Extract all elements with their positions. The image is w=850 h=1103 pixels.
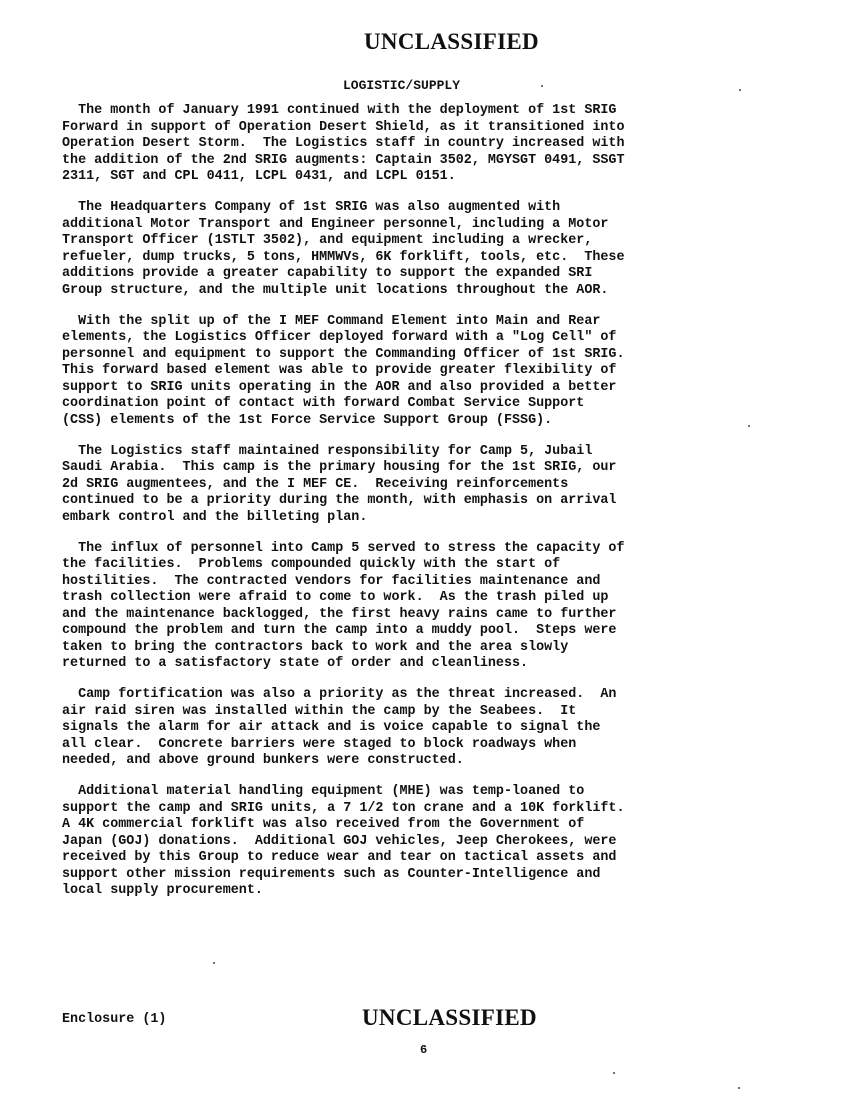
text-line: (CSS) elements of the 1st Force Service Support Group (FSSG).: [62, 412, 553, 428]
text-line: The Headquarters Company of 1st SRIG was also augmented with: [62, 200, 561, 215]
text-line: support to SRIG units operating in the AOR and also provided a better: [62, 379, 617, 395]
scan-speck: [739, 89, 741, 91]
text-line: 2311, SGT and CPL 0411, LCPL 0431, and LCPL 0151.: [62, 169, 456, 184]
paragraph-camp-5: [62, 444, 822, 527]
enclosure-label: Enclosure (1): [62, 1012, 167, 1027]
scan-speck: [213, 962, 215, 964]
text-line: taken to bring the contractors back to work and the area slowly: [62, 639, 569, 655]
paragraph-material-handling: [62, 784, 822, 900]
text-line: support other mission requirements such as Counter-Intelligence and: [62, 866, 601, 882]
text-line: trash collection were afraid to come to work. As the trash piled up: [62, 590, 609, 605]
text-line: continued to be a priority during the month, with emphasis on arrival: [62, 493, 617, 508]
text-line: personnel and equipment to support the Commanding Officer of 1st SRIG.: [62, 346, 625, 362]
text-line: local supply procurement.: [62, 883, 263, 898]
scan-speck: [613, 1072, 615, 1074]
text-line: compound the problem and turn the camp into a muddy pool. Steps were: [62, 623, 617, 638]
text-line: The month of January 1991 continued with the deployment of 1st SRIG: [62, 103, 617, 118]
text-line: the addition of the 2nd SRIG augments: Captain 3502, MGYSGT 0491, SSGT: [62, 152, 625, 168]
text-line: With the split up of the I MEF Command Element into Main and Rear: [62, 313, 601, 329]
paragraph-facilities-stress: [62, 541, 822, 673]
text-line: 2d SRIG augmentees, and the I MEF CE. Receiving reinforcements: [62, 476, 569, 492]
text-line: elements, the Logistics Officer deployed forward with a "Log Cell" of: [62, 330, 617, 345]
text-line: the facilities. Problems compounded quickly with the start of: [62, 557, 561, 572]
scan-speck: [748, 425, 750, 427]
text-line: The Logistics staff maintained responsibility for Camp 5, Jubail: [62, 443, 593, 459]
text-line: hostilities. The contracted vendors for facilities maintenance and: [62, 573, 601, 589]
text-line: Camp fortification was also a priority as the threat increased. An: [62, 687, 617, 702]
text-line: This forward based element was able to provide greater flexibility of: [62, 363, 617, 378]
text-line: returned to a satisfactory state of order and cleanliness.: [62, 656, 529, 671]
page-number: 6: [420, 1043, 428, 1057]
text-line: Forward in support of Operation Desert Shield, as it transitioned into: [62, 119, 625, 135]
text-line: Saudi Arabia. This camp is the primary housing for the 1st SRIG, our: [62, 460, 617, 475]
text-line: A 4K commercial forklift was also received from the Government of: [62, 817, 585, 832]
text-line: Group structure, and the multiple unit locations throughout the AOR.: [62, 282, 609, 298]
text-line: embark control and the billeting plan.: [62, 509, 368, 525]
text-line: refueler, dump trucks, 5 tons, HMMWVs, 6K forklift, tools, etc. These: [62, 249, 625, 265]
text-line: Transport Officer (1STLT 3502), and equipment including a wrecker,: [62, 233, 593, 248]
paragraph-headquarters-company: [62, 200, 822, 299]
text-line: Additional material handling equipment (MHE) was temp-loaned to: [62, 784, 585, 799]
text-line: needed, and above ground bunkers were constructed.: [62, 753, 464, 768]
text-line: support the camp and SRIG units, a 7 1/2 ton crane and a 10K forklift.: [62, 800, 625, 816]
text-line: coordination point of contact with forward Combat Service Support: [62, 396, 585, 411]
section-title: LOGISTIC/SUPPLY: [343, 78, 461, 93]
text-line: air raid siren was installed within the camp by the Seabees. It: [62, 703, 577, 719]
scan-speck: [541, 85, 543, 87]
text-line: all clear. Concrete barriers were staged to block roadways when: [62, 736, 577, 752]
top-classification-marking: UNCLASSIFIED: [364, 29, 539, 54]
paragraph-personnel-augments: [62, 103, 822, 186]
text-line: received by this Group to reduce wear and tear on tactical assets and: [62, 850, 617, 865]
paragraph-log-cell: [62, 314, 822, 430]
text-line: Japan (GOJ) donations. Additional GOJ vehicles, Jeep Cherokees, were: [62, 833, 617, 849]
text-line: signals the alarm for air attack and is voice capable to signal the: [62, 720, 601, 735]
text-line: The influx of personnel into Camp 5 served to stress the capacity of: [62, 540, 625, 556]
text-line: Operation Desert Storm. The Logistics staff in country increased with: [62, 136, 625, 151]
document-body: [62, 103, 822, 914]
text-line: additional Motor Transport and Engineer personnel, including a Motor: [62, 216, 609, 232]
text-line: additions provide a greater capability to support the expanded SRI: [62, 266, 593, 281]
bottom-classification-marking: UNCLASSIFIED: [362, 1005, 537, 1030]
scan-speck: [738, 1087, 740, 1089]
text-line: and the maintenance backlogged, the first heavy rains came to further: [62, 606, 617, 622]
paragraph-camp-fortification: [62, 687, 822, 770]
